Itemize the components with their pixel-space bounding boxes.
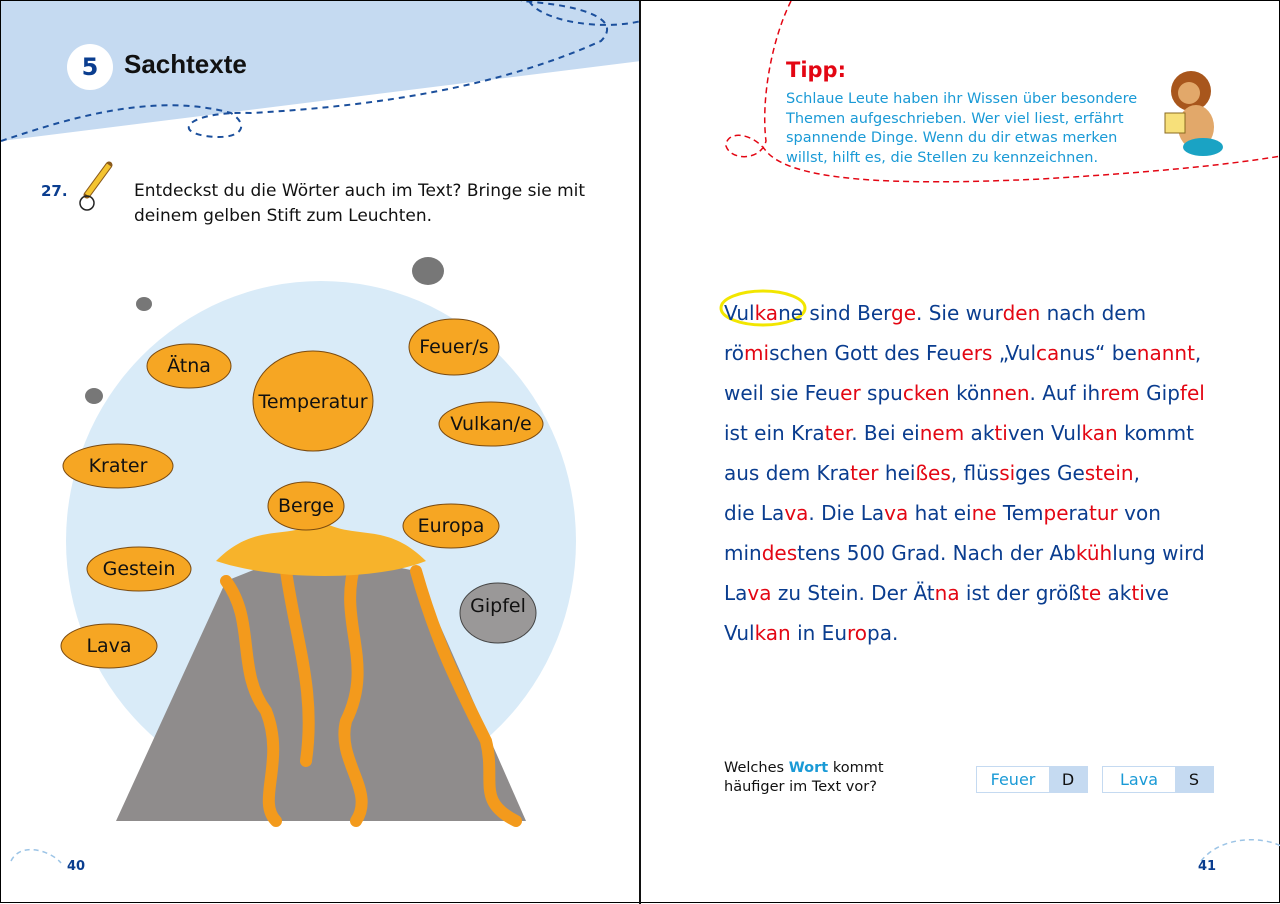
syllable-red: ti <box>994 421 1008 445</box>
syllable-red: kan <box>1081 421 1118 445</box>
answer-word: Feuer <box>977 767 1049 792</box>
syllable-blue: , flüs <box>950 461 1000 485</box>
syllable-red: te <box>1081 581 1102 605</box>
syllable-blue: , <box>1194 341 1202 365</box>
syllable-red: stein <box>1084 461 1134 485</box>
volcano-word: Krater <box>88 455 148 477</box>
syllable-blue: , <box>1133 461 1140 485</box>
syllable-red: kan <box>754 621 791 645</box>
syllable-red: ers <box>961 341 993 365</box>
answer-option-feuer[interactable] <box>976 766 1088 793</box>
syllable-blue: „Vul <box>992 341 1037 365</box>
chapter-number-badge: 5 <box>67 44 113 90</box>
syllable-blue: aus dem Kra <box>724 461 851 485</box>
pencil-icon <box>75 161 115 213</box>
page-number: 40 <box>67 859 86 874</box>
question-highlight: Wort <box>788 760 829 776</box>
syllable-red: ka <box>754 301 779 325</box>
syllable-red: ti <box>1131 581 1145 605</box>
answer-letter: D <box>1049 767 1087 792</box>
syllable-red: ro <box>847 621 868 645</box>
syllable-blue: Vul <box>724 621 755 645</box>
syllable-red: rem <box>1100 381 1140 405</box>
syllable-blue: Tem <box>996 501 1044 525</box>
syllable-blue: nach dem <box>1040 301 1147 325</box>
syllable-red: si <box>999 461 1016 485</box>
question-text <box>724 759 884 797</box>
syllable-blue: hei <box>878 461 916 485</box>
syllable-red: mi <box>744 341 770 365</box>
volcano-word: Vulkan/e <box>450 413 532 435</box>
left-page <box>1 1 641 904</box>
syllable-blue: weil sie Feu <box>724 381 841 405</box>
syllable-blue: pa. <box>867 621 899 645</box>
syllable-red: va <box>747 581 772 605</box>
syllable-blue: kön <box>949 381 992 405</box>
text-line <box>724 613 1205 653</box>
syllable-blue: La <box>724 581 748 605</box>
syllable-red: er <box>840 381 861 405</box>
volcano-word: Feuer/s <box>419 336 489 358</box>
volcano-illustration <box>56 241 586 831</box>
syllable-blue: kommt <box>1117 421 1194 445</box>
syllable-blue: spu <box>860 381 903 405</box>
text-line <box>724 293 1205 333</box>
syllable-blue: Vul <box>724 301 755 325</box>
volcano-word: Europa <box>417 515 485 537</box>
syllable-red: den <box>1002 301 1041 325</box>
syllable-blue: tens 500 Grad. Nach der Ab <box>797 541 1076 565</box>
task-instruction: Entdeckst du die Wörter auch im Text? Bringe sie mit deinem gelben Stift zum Leuchten. <box>134 181 586 226</box>
syllable-blue: ges Ge <box>1015 461 1085 485</box>
question-line2: häufiger im Text vor? <box>724 779 877 795</box>
syllable-red: ßes <box>915 461 951 485</box>
syllable-blue: ist der größ <box>959 581 1082 605</box>
syllable-red: des <box>761 541 798 565</box>
page-number: 41 <box>1198 859 1217 874</box>
right-page <box>641 1 1280 904</box>
syllable-blue: Gip <box>1139 381 1180 405</box>
lion-reading-icon <box>1151 69 1231 164</box>
syllable-red: fel <box>1179 381 1205 405</box>
syllable-blue: in Eu <box>790 621 847 645</box>
text-line <box>724 373 1205 413</box>
answer-letter: S <box>1175 767 1213 792</box>
answer-option-lava[interactable] <box>1102 766 1214 793</box>
syllable-red: ter <box>850 461 879 485</box>
syllable-blue: schen Gott des Feu <box>769 341 962 365</box>
text-line <box>724 493 1205 533</box>
question-post: kommt <box>828 760 884 776</box>
syllable-blue: rö <box>724 341 745 365</box>
syllable-blue: lung wird <box>1112 541 1205 565</box>
syllable-blue: ven Vul <box>1007 421 1082 445</box>
text-line <box>724 333 1205 373</box>
answer-word: Lava <box>1103 767 1175 792</box>
tipp-title: Tipp: <box>786 58 846 82</box>
syllable-blue: ak <box>1101 581 1132 605</box>
syllable-blue: nus“ be <box>1059 341 1137 365</box>
volcano-word: Berge <box>278 495 334 517</box>
syllable-red: na <box>934 581 960 605</box>
tipp-text: Schlaue Leute haben ihr Wissen über besondere Themen aufgeschrieben. Wer viel liest, erfährt spannende Dinge. Wenn du dir etwas merken willst, hilft es, die Stellen zu kennzeichnen. <box>786 91 1138 166</box>
syllable-blue: ist ein Kra <box>724 421 825 445</box>
syllable-blue: . Sie wur <box>916 301 1003 325</box>
syllable-blue: ve <box>1144 581 1169 605</box>
syllable-blue: . Auf ih <box>1029 381 1101 405</box>
syllable-blue: ak <box>964 421 995 445</box>
main-reading-text <box>724 293 1205 653</box>
text-line <box>724 413 1205 453</box>
syllable-red: ne <box>971 501 997 525</box>
syllable-red: ter <box>824 421 852 445</box>
volcano-word: Gestein <box>102 558 176 580</box>
syllable-blue: ra <box>1068 501 1090 525</box>
syllable-red: nannt <box>1136 341 1195 365</box>
syllable-red: pe <box>1043 501 1069 525</box>
syllable-blue: die La <box>724 501 785 525</box>
syllable-red: tur <box>1089 501 1118 525</box>
question-pre: Welches <box>724 760 789 776</box>
syllable-red: va <box>784 501 809 525</box>
task-number: 27. <box>41 182 68 200</box>
text-line <box>724 533 1205 573</box>
volcano-word: Temperatur <box>258 391 368 413</box>
syllable-blue: . Bei ei <box>851 421 920 445</box>
syllable-red: ca <box>1036 341 1060 365</box>
syllable-blue: ne sind Ber <box>778 301 892 325</box>
syllable-red: nem <box>919 421 965 445</box>
volcano-word: Ätna <box>167 355 211 377</box>
syllable-blue: hat ei <box>908 501 972 525</box>
text-line <box>724 453 1205 493</box>
syllable-blue: . Die La <box>808 501 885 525</box>
volcano-word: Gipfel <box>470 595 526 617</box>
syllable-red: küh <box>1075 541 1113 565</box>
syllable-red: va <box>884 501 909 525</box>
syllable-red: ge <box>891 301 917 325</box>
syllable-blue: zu Stein. Der Ät <box>771 581 935 605</box>
syllable-red: cken <box>902 381 950 405</box>
syllable-blue: min <box>724 541 762 565</box>
text-line <box>724 573 1205 613</box>
chapter-title: Sachtexte <box>124 49 247 79</box>
volcano-word: Lava <box>86 635 132 657</box>
syllable-red: nen <box>991 381 1030 405</box>
syllable-blue: von <box>1117 501 1161 525</box>
